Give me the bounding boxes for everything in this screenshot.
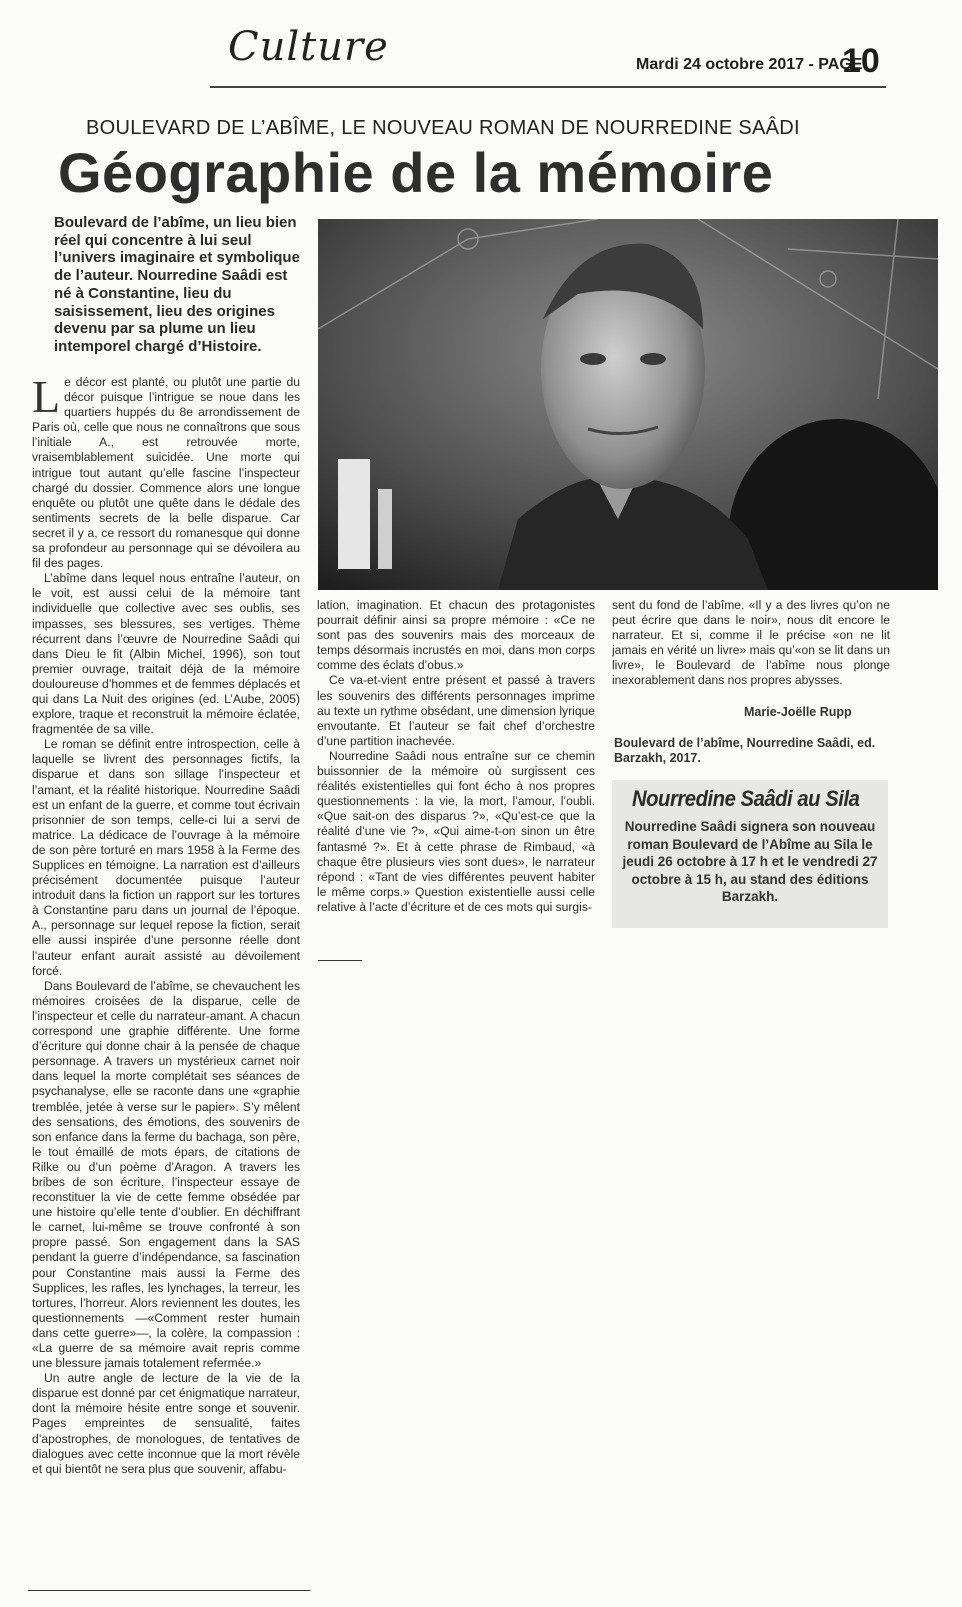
paragraph: Un autre angle de lecture de la vie de la disparue est donné par cet énigmatique narrateur, dont la mémoire hésite entre songe et souvenir. Pages empreintes de sensualité, faites d’apostrophes, de monologues, de tentatives de dialogues avec cette inconnue que la mort révèle et qui bientôt ne sera plus que souvenir, affabu- (32, 1371, 300, 1476)
author-photo-image (318, 219, 938, 590)
article-kicker: BOULEVARD DE L’ABÎME, LE NOUVEAU ROMAN DE NOURREDINE SAÂDI (86, 117, 800, 139)
page-number: 10 (842, 42, 880, 80)
paragraph: Le roman se définit entre introspection, celle à laquelle se livrent des personnages fictifs, la disparue et dans son sillage l’inspecteur et l’amant, et la réalité historique. Nourredine Saâdi est un enfant de la guerre, et comme tout écrivain prisonnier de son temps, celle-ci lui a servi de matrice. La dédicace de l’ouvrage à la mémoire de son père torturé en mars 1958 à la Ferme des Supplices en témoigne. La narration est d’ailleurs précisément documentée puisque l’auteur introduit dans la fiction un rapport sur les tortures à Constantine paru dans un journal de l’époque. A., personnage sur lequel repose la fiction, serait elle aussi inspirée d’une personne réelle dont l’auteur enfant aurait assisté au dévoilement forcé. (32, 737, 300, 978)
article-author: Marie-Joëlle Rupp (744, 705, 852, 719)
event-box-title: Nourredine Saâdi au Sila (632, 786, 860, 811)
header-rule (210, 86, 886, 88)
column-end-rule (318, 960, 362, 961)
paragraph: L’abîme dans lequel nous entraîne l’auteur, on le voit, est aussi celui de la mémoire tant individuelle que collective avec ses oublis, ses impasses, ses blessures, ses vertiges. Thème récurrent dans l’œuvre de Nourredine Saâdi qui dans Dieu le fit (Albin Michel, 1996), son tout premier ouvrage, traitait déjà de la mémoire douloureuse d’hommes et de femmes déplacés et qui dans La Nuit des origines (ed. L’Aube, 2005) explore, traque et reconstruit la mémoire éclatée, fragmentée de sa ville. (32, 571, 300, 737)
article-lead: Boulevard de l’abîme, un lieu bien réel qui concentre à lui seul l’univers imaginaire et symbolique de l’auteur. Nourredine Saâdi est né à Constantine, lieu du saisissement, lieu des origines devenu par sa plume un lieu intemporel chargé d’Histoire. (54, 214, 300, 355)
paragraph: lation, imagination. Et chacun des protagonistes pourrait définir ainsi sa propre mémoire : «Ce ne sont pas des souvenirs mais des morceaux de temps désormais incrustés en moi, dans mon corps comme des éclats d’obus.» (317, 598, 595, 673)
header-date: Mardi 24 octobre 2017 - PAGE (636, 56, 863, 73)
section-title: Culture (228, 24, 389, 70)
dropcap: L (32, 371, 61, 422)
paragraph (32, 371, 300, 571)
paragraph-text: e décor est planté, ou plutôt une partie du décor puisque l’intrigue se noue dans les quartiers huppés du 8e arrondissement de Paris où, celle que nous ne connaîtrons que sous l’initiale A., est retrouvée morte, vraisemblablement suicidée. Une morte qui intrigue tout autant qu’elle fascine l’inspecteur chargé du dossier. Commence alors une longue enquête ou plutôt une quête dans le dédale des sentiments secrets de la belle disparue. Car secret il y a, ce ressort du romanesque qui donne sa profondeur au personnage qui se dévoilera au fil des pages. (32, 375, 300, 571)
article-column-3 (612, 598, 890, 689)
paragraph: Nourredine Saâdi nous entraîne sur ce chemin buissonnier de la mémoire où surgissent ces réalités existentielles qui font écho à nos propres questionnements : la vie, la mort, l’amour, l’oubli. «Que sait-on des disparus ?», «Qu’est-ce que la réalité d’une vie ?», «Qui aime-t-on sinon un être fantasmé ?». Et à cette phrase de Rimbaud, «à chaque être plusieurs vies sont dues», le narrateur répond : «Tant de vies différentes peuvent habiter le même corps.» Question existentielle aussi celle relative à l’acte d’écriture et de ces mots qui surgis- (317, 748, 595, 914)
paragraph: sent du fond de l’abîme. «Il y a des livres qu’on ne peut écrire que dans le noir», nous dit encore le narrateur. Et si, comme il le précise «on ne lit jamais en vérité un livre» mais qu’«on se lit dans un livre», le Boulevard de l’abîme nous plonge inexorablement dans nos propres abysses. (612, 598, 890, 688)
article-column-2 (317, 598, 595, 915)
article-headline: Géographie de la mémoire (58, 141, 774, 204)
article-column-1 (32, 371, 300, 1477)
book-credit: Boulevard de l’abîme, Nourredine Saâdi, ed. Barzakh, 2017. (614, 736, 876, 765)
event-box-text: Nourredine Saâdi signera son nouveau roman Boulevard de l’Abîme au Sila le jeudi 26 octobre à 17 h et le vendredi 27 octobre à 15 h, au stand des éditions Barzakh. (622, 819, 878, 904)
paragraph: Dans Boulevard de l’abîme, se chevauchent les mémoires croisées de la disparue, celle de l’inspecteur et celle du narrateur-amant. A chacun correspond une graphie différente. Une forme d’écriture qui donne chair à la pensée de chaque personnage. A travers un mystérieux carnet noir dans lequel la morte complétait ses séances de psychanalyse, elle se raconte dans une «graphie tremblée, jetée à verse sur le papier». S’y mêlent des sensations, des émotions, des souvenirs de son enfance dans la ferme du bachaga, son père, le tout émaillé de mots épars, de citations de Rilke ou d’un poème d’Aragon. A travers les bribes de son écriture, l’inspecteur essaye de reconstituer la vie de cette femme obsédée par une histoire qu’elle tente d’oublier. En déchiffrant le carnet, lui-même se trouve confronté à son propre passé. Son engagement dans la SAS pendant la guerre d’indépendance, sa fascination pour Constantine mais aussi la Ferme des Supplices, les rafles, les lynchages, la terreur, les tortures, l’horreur. Alors reviennent les doutes, les questionnements —«Comment rester humain dans cette guerre»—, la colère, la compassion : «La guerre de sa mémoire avait repris comme une blessure jamais totalement refermée.» (32, 978, 300, 1371)
bottom-rule (28, 1590, 310, 1591)
author-photo (318, 219, 938, 590)
paragraph: Ce va-et-vient entre présent et passé à travers les souvenirs des différents personnages imprime au texte un rythme obsédant, une dimension lyrique envoutante. Et l’auteur se fait chef d’orchestre d’une partition inachevée. (317, 673, 595, 748)
